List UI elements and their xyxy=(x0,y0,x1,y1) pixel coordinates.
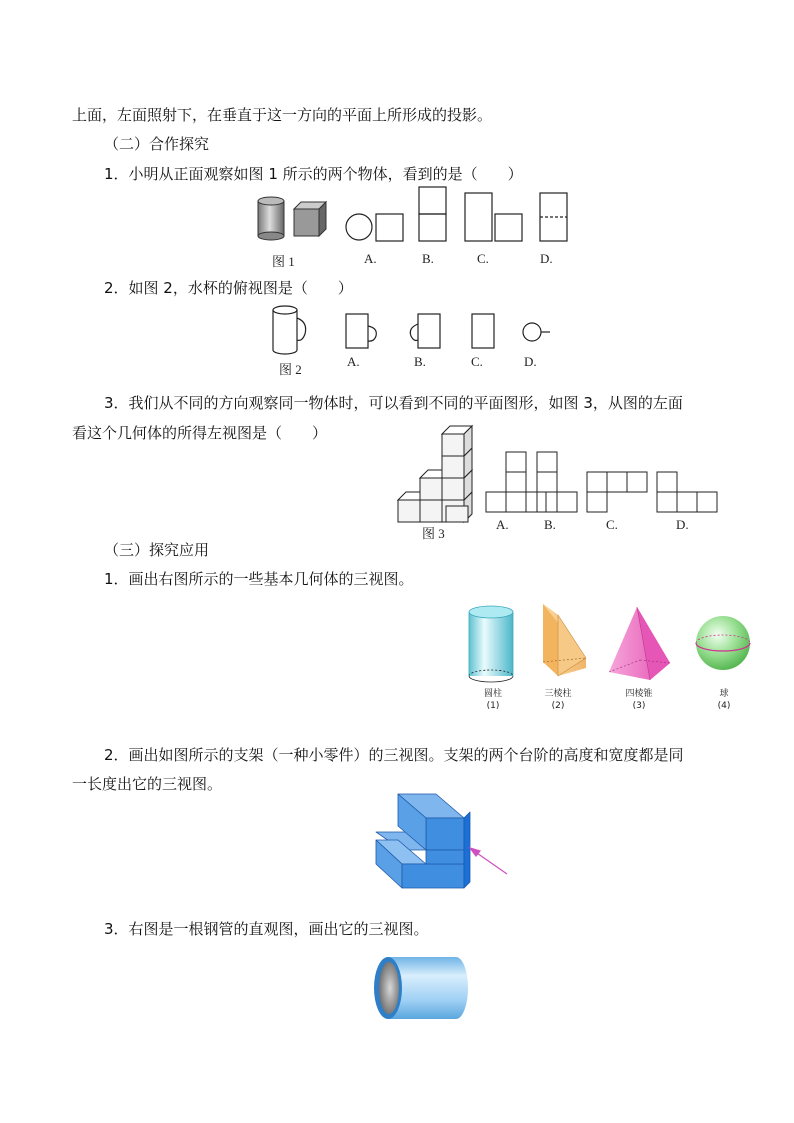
solid1-num: (1) xyxy=(486,701,500,711)
q1-text: 1．小明从正面观察如图 1 所示的两个物体，看到的是（ ） xyxy=(104,165,523,183)
solid3-name: 四棱锥 xyxy=(625,689,653,699)
solid3-num: (3) xyxy=(632,701,646,711)
q1-option-c: C. xyxy=(477,251,489,266)
solid4-num: (4) xyxy=(717,701,731,711)
section2-heading: （二）合作探究 xyxy=(104,135,210,153)
q2-option-b: B. xyxy=(414,354,426,369)
q3-option-a: A. xyxy=(496,517,509,532)
q3-option-c: C. xyxy=(606,517,618,532)
q1-option-b: B. xyxy=(422,251,434,266)
solid4-name: 球 xyxy=(719,689,729,699)
q1-option-d: D. xyxy=(540,251,553,266)
section3-heading: （三）探究应用 xyxy=(104,541,210,559)
q2-option-c: C. xyxy=(471,354,483,369)
s3-q2-text-line2: 一长度出它的三视图。 xyxy=(72,775,223,793)
q2-option-d: D. xyxy=(524,354,537,369)
figure3-label: 图 3 xyxy=(422,526,445,541)
solid2-num: (2) xyxy=(551,701,565,711)
solid1-name: 圆柱 xyxy=(483,689,502,699)
q3-option-b: B. xyxy=(544,517,556,532)
s3-q3-text: 3．右图是一根钢管的直观图，画出它的三视图。 xyxy=(104,920,429,938)
figure2-label: 图 2 xyxy=(279,362,302,377)
q1-option-a: A. xyxy=(364,251,377,266)
q3-text-line1: 3．我们从不同的方向观察同一物体时，可以看到不同的平面图形，如图 3，从图的左面 xyxy=(104,394,683,412)
s3-q2-text-line1: 2．画出如图所示的支架（一种小零件）的三视图。支架的两个台阶的高度和宽度都是同 xyxy=(104,746,684,764)
s3-q1-text: 1．画出右图所示的一些基本几何体的三视图。 xyxy=(104,570,414,588)
intro-line: 上面，左面照射下，在垂直于这一方向的平面上所形成的投影。 xyxy=(72,106,493,124)
q2-text: 2．如图 2，水杯的俯视图是（ ） xyxy=(104,279,353,297)
figure1-label: 图 1 xyxy=(272,254,295,269)
q2-option-a: A. xyxy=(347,354,360,369)
q3-text-line2: 看这个几何体的所得左视图是（ ） xyxy=(72,424,328,442)
solid2-name: 三棱柱 xyxy=(544,689,572,699)
q3-option-d: D. xyxy=(676,517,689,532)
